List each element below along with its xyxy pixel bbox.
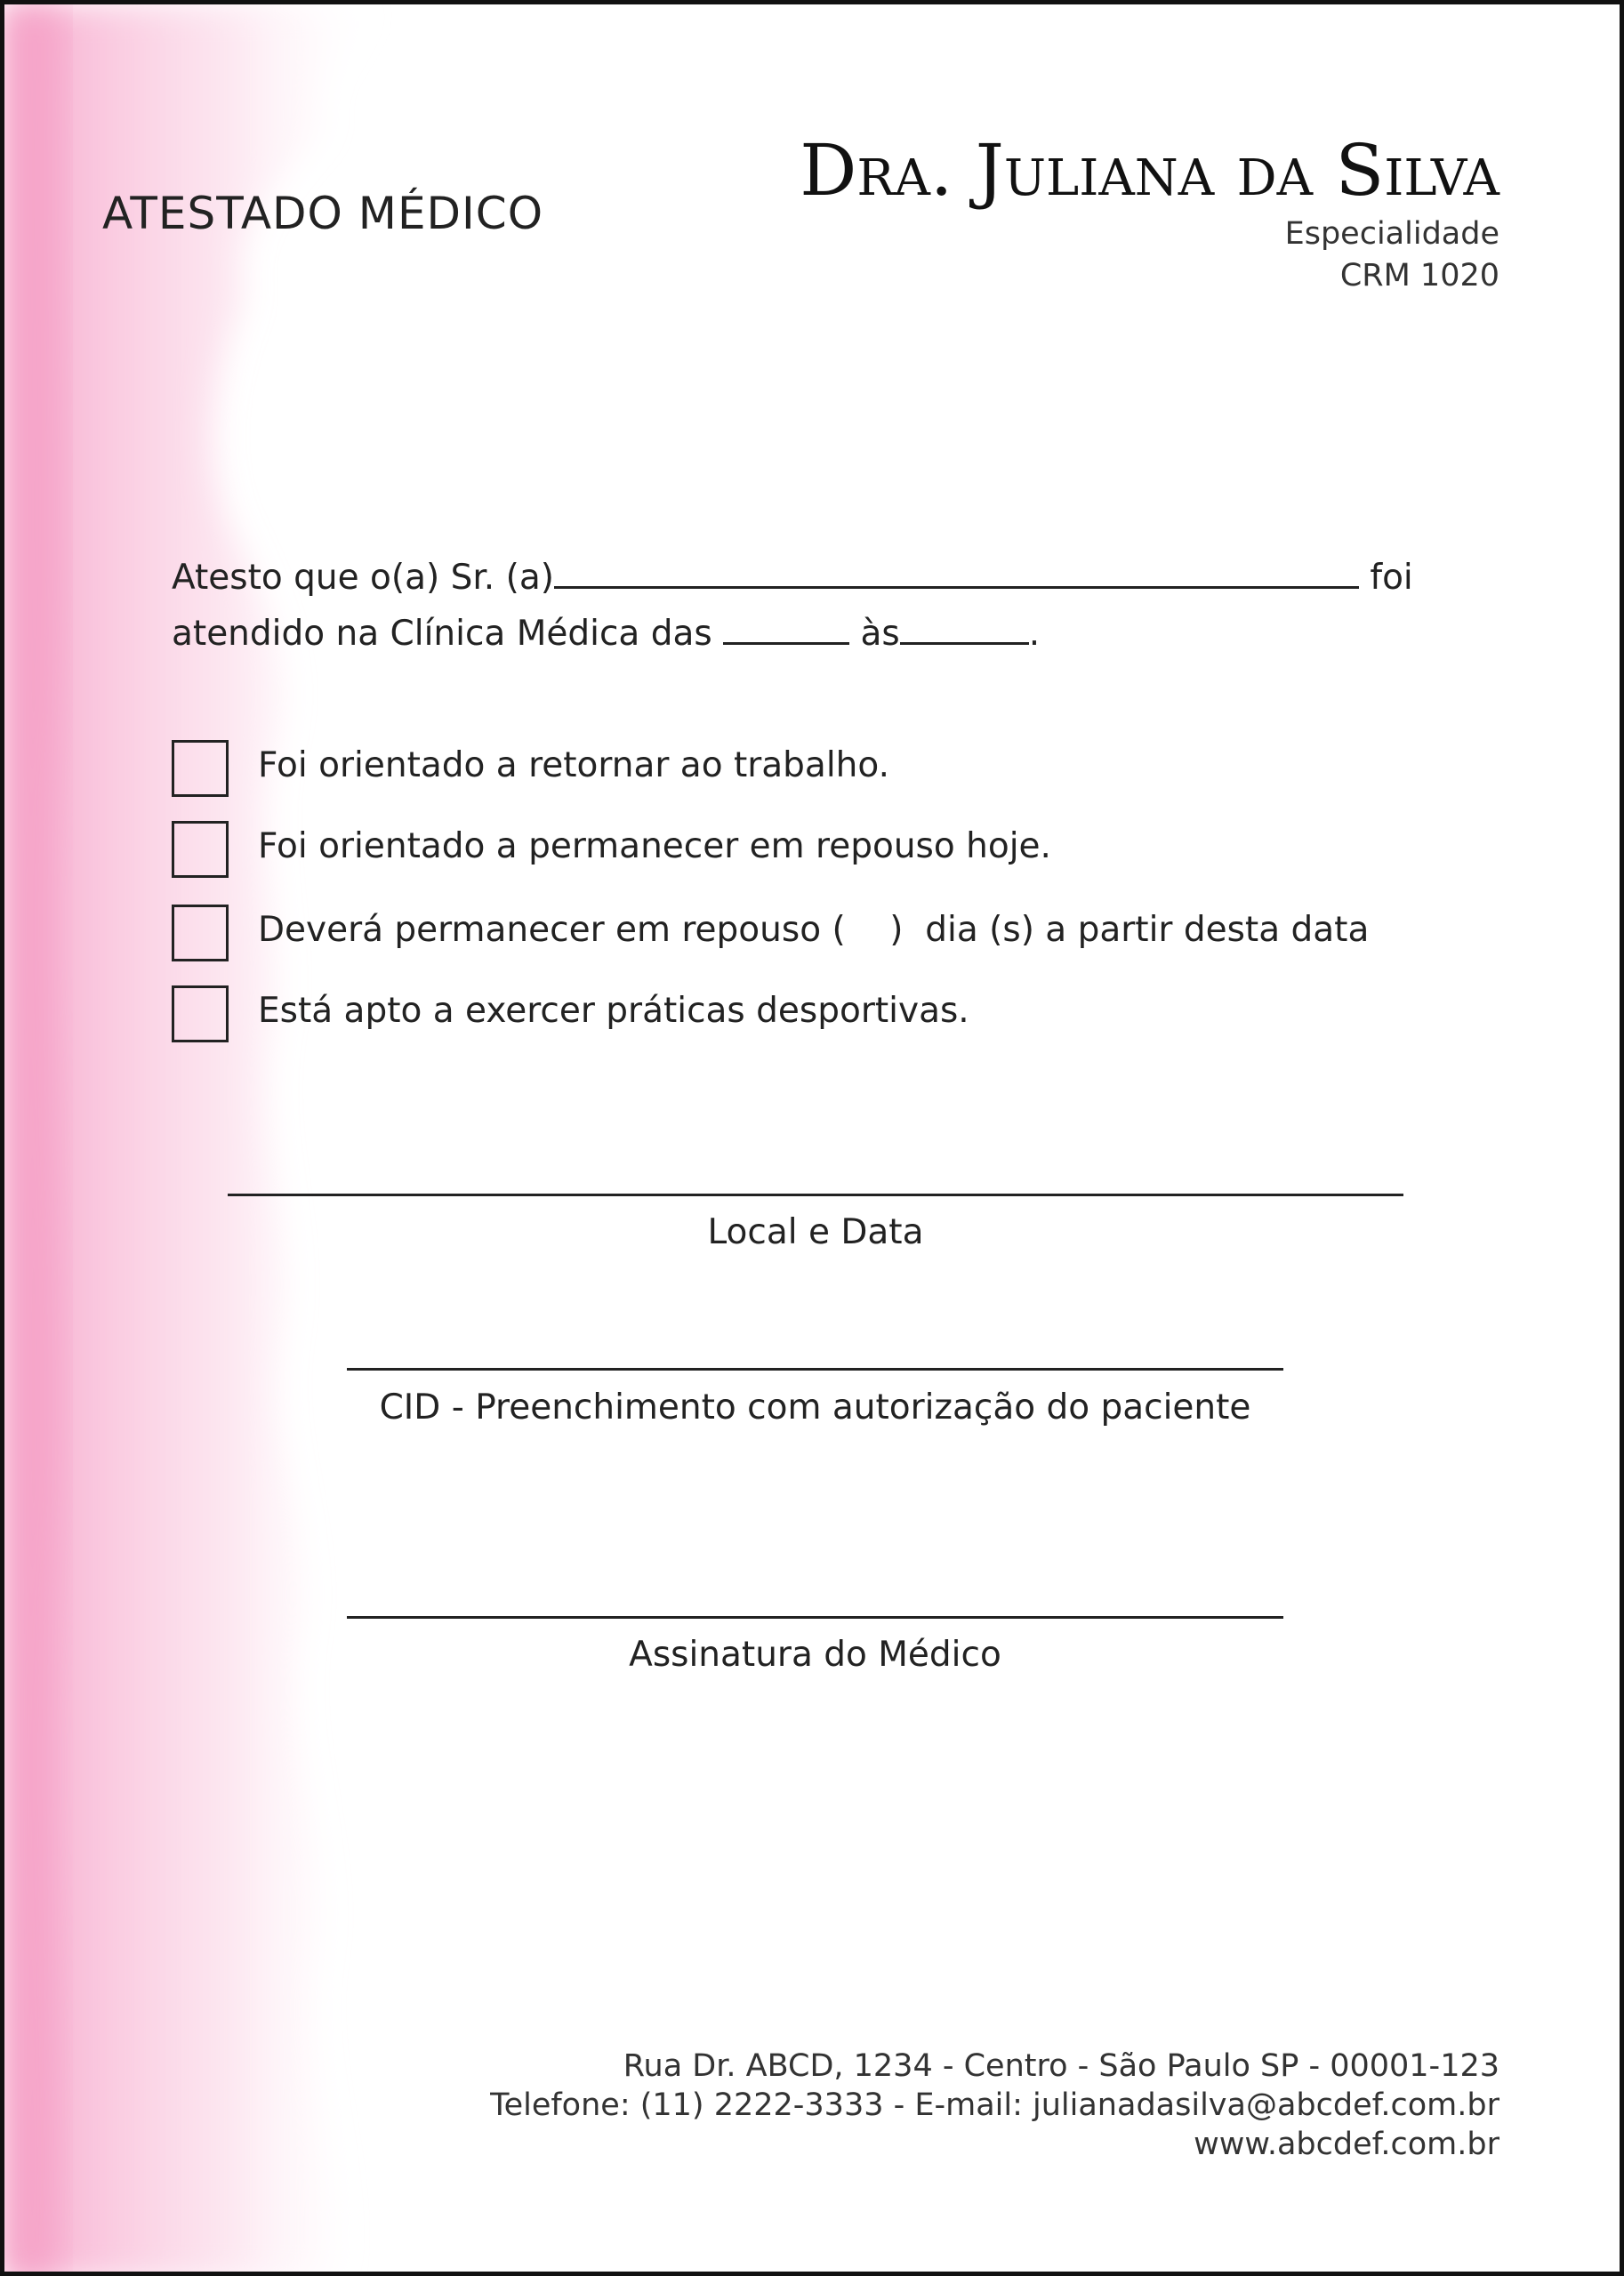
attendance-end: . — [1028, 614, 1041, 654]
checkbox[interactable] — [172, 740, 229, 797]
local-date-line[interactable] — [228, 1194, 1403, 1196]
option-return-work — [172, 740, 1506, 795]
attestation-line-2 — [172, 614, 1040, 654]
attendance-middle: às — [860, 614, 900, 654]
checkbox[interactable] — [172, 905, 229, 961]
attestation-prefix: Atesto que o(a) Sr. (a) — [172, 558, 554, 598]
doctor-name: Dra. Juliana da Silva — [800, 129, 1499, 212]
doctor-signature-line[interactable] — [347, 1616, 1283, 1619]
local-date-label: Local e Data — [707, 1212, 924, 1252]
attestation-suffix: foi — [1370, 558, 1413, 598]
option-rest-today — [172, 821, 1506, 876]
option-rest-days — [172, 905, 1506, 960]
attendance-prefix: atendido na Clínica Médica das — [172, 614, 712, 654]
cid-line[interactable] — [347, 1368, 1283, 1371]
option-label: Está apto a exercer práticas desportivas. — [258, 991, 969, 1031]
doctor-signature-label: Assinatura do Médico — [629, 1635, 1001, 1675]
doctor-crm: CRM 1020 — [1339, 258, 1499, 294]
end-time-field[interactable] — [900, 641, 1029, 645]
option-label: Foi orientado a permanecer em repouso hoje. — [258, 826, 1051, 866]
footer-contact: Telefone: (11) 2222-3333 - E-mail: julianadasilva@abcdef.com.br — [490, 2087, 1499, 2123]
document-title: ATESTADO MÉDICO — [102, 188, 544, 239]
option-sports-fit — [172, 985, 1506, 1041]
checkbox[interactable] — [172, 985, 229, 1042]
pink-watercolor-decoration — [4, 4, 502, 2276]
option-label: Foi orientado a retornar ao trabalho. — [258, 745, 889, 785]
doctor-specialty: Especialidade — [1284, 216, 1499, 252]
patient-name-field[interactable] — [554, 585, 1359, 589]
footer-address: Rua Dr. ABCD, 1234 - Centro - São Paulo SP - 00001-123 — [623, 2048, 1499, 2084]
start-time-field[interactable] — [723, 641, 849, 645]
cid-label: CID - Preenchimento com autorização do paciente — [379, 1387, 1251, 1428]
attestation-line-1 — [172, 558, 1413, 598]
option-label: Deverá permanecer em repouso ( ) dia (s) a partir desta data — [258, 910, 1370, 950]
checkbox[interactable] — [172, 821, 229, 878]
footer-website: www.abcdef.com.br — [1194, 2127, 1499, 2162]
